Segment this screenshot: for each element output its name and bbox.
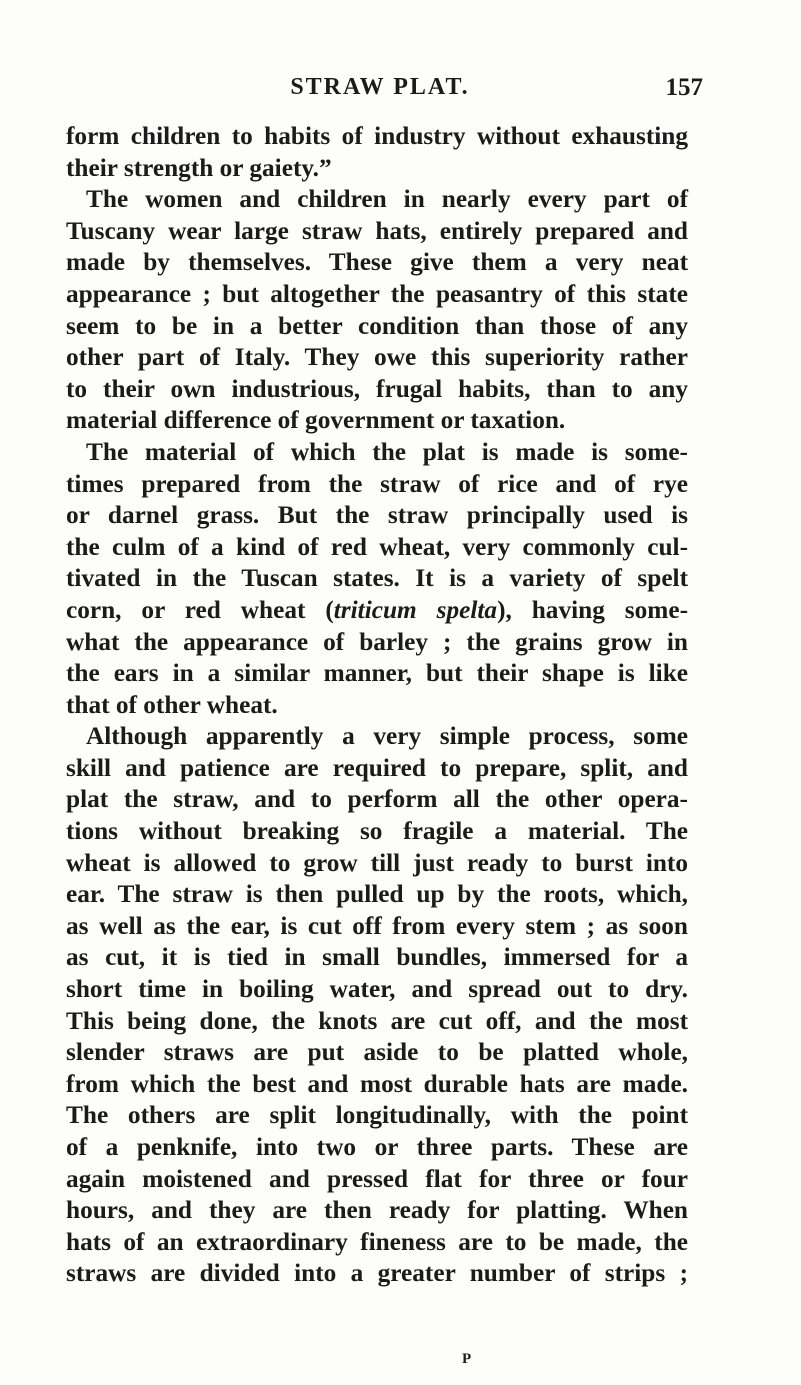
text-line: as well as the ear, is cut off from every stem ; as soon	[66, 911, 688, 940]
text-line: plat the straw, and to perform all the other opera-	[66, 785, 688, 814]
text-line: form children to habits of industry without exhausting	[66, 122, 688, 150]
text-line: The material of which the plat is made is some-	[86, 437, 688, 466]
text-line: times prepared from the straw of rice and of rye	[66, 469, 688, 498]
text-line: tivated in the Tuscan states. It is a variety of spelt	[66, 564, 688, 593]
text-line: This being done, the knots are cut off, and the most	[66, 1006, 688, 1035]
text-line: skill and patience are required to prepare, split, and	[66, 753, 688, 782]
text-line: tions without breaking so fragile a material. The	[66, 817, 688, 846]
text-line: Tuscany wear large straw hats, entirely prepared and	[66, 216, 688, 245]
text-line: hours, and they are then ready for platting. When	[66, 1196, 688, 1225]
text-line: to their own industrious, frugal habits, than to any	[66, 374, 688, 403]
text-line: or darnel grass. But the straw principally used is	[66, 501, 688, 530]
text-line: appearance ; but altogether the peasantry of this state	[66, 279, 688, 308]
text-line: what the appearance of barley ; the grains grow in	[66, 627, 688, 656]
text-line: from which the best and most durable hats are made.	[66, 1069, 688, 1098]
running-head	[60, 74, 703, 106]
signature-mark: P	[462, 1351, 472, 1367]
text-line: of a penknife, into two or three parts. These are	[66, 1133, 688, 1161]
text-line: again moistened and pressed flat for three or four	[66, 1164, 688, 1193]
text-line: the ears in a similar manner, but their shape is like	[66, 659, 688, 688]
body-text	[66, 121, 688, 1290]
text-line: The others are split longitudinally, with the point	[66, 1101, 688, 1130]
text-line: straws are divided into a greater number of strips ;	[66, 1259, 688, 1288]
running-title: STRAW PLAT.	[290, 74, 470, 100]
text-line: The women and children in nearly every part of	[86, 185, 688, 214]
page-number: 157	[665, 74, 703, 101]
text-line: material difference of government or taxation.	[66, 406, 566, 435]
text-line: wheat is allowed to grow till just ready to burst into	[66, 848, 688, 877]
text-line-italic-phrase: corn, or red wheat (triticum spelta), having some-	[66, 595, 688, 624]
text-line: the culm of a kind of red wheat, very commonly cul-	[66, 532, 688, 561]
text-line: that of other wheat.	[66, 690, 278, 719]
text-line: as cut, it is tied in small bundles, immersed for a	[66, 943, 688, 972]
text-line: their strength or gaiety.”	[66, 153, 332, 182]
text-line: Although apparently a very simple process, some	[86, 722, 688, 751]
text-line: short time in boiling water, and spread out to dry.	[66, 975, 688, 1004]
text-line: seem to be in a better condition than those of any	[66, 311, 688, 340]
text-line: made by themselves. These give them a very neat	[66, 248, 688, 277]
text-line: hats of an extraordinary fineness are to be made, the	[66, 1227, 688, 1256]
latin-name: triticum spelta	[333, 595, 498, 624]
text-line: slender straws are put aside to be platted whole,	[66, 1038, 688, 1067]
text-line: ear. The straw is then pulled up by the roots, which,	[66, 880, 688, 909]
text-line: other part of Italy. They owe this superiority rather	[66, 343, 688, 372]
